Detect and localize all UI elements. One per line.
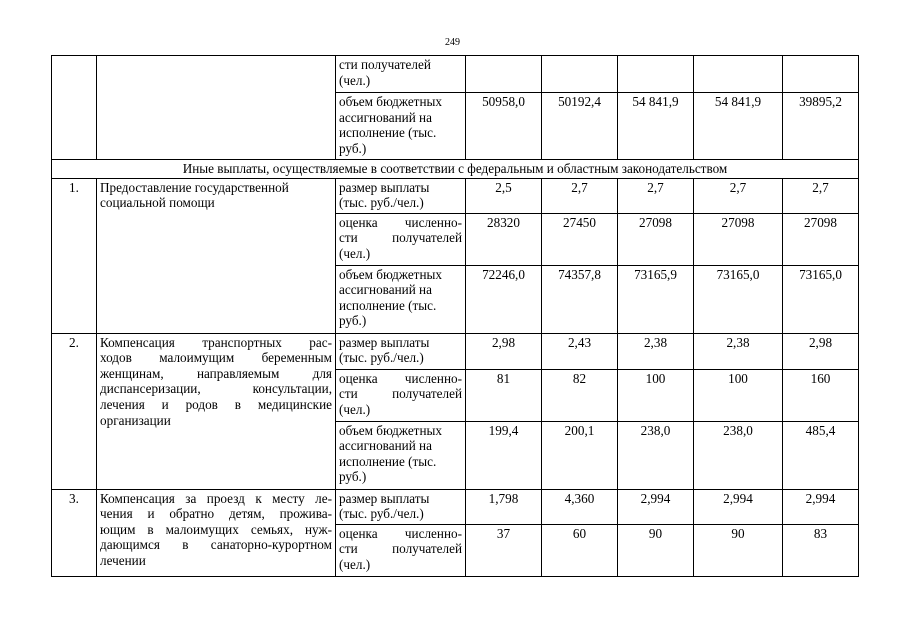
text-line: (тыс. руб./чел.): [339, 195, 424, 211]
indicator-cell: [336, 56, 466, 93]
value-cell: 90: [694, 524, 783, 576]
text-line: Компенсация транспортных рас-: [100, 334, 332, 350]
value-cell: 39895,2: [783, 93, 859, 160]
value-cell: 2,38: [694, 333, 783, 369]
value-cell: 82: [542, 369, 618, 421]
text-line: социальной помощи: [100, 195, 215, 211]
value-cell: 37: [466, 524, 542, 576]
value-cell: 2,43: [542, 333, 618, 369]
text-line: размер выплаты: [339, 490, 430, 506]
value-cell: 4,360: [542, 489, 618, 524]
text-line: (чел.): [339, 245, 371, 261]
item-description: [97, 489, 336, 576]
text-line: оценка численно-: [339, 525, 462, 541]
value-cell: 2,7: [618, 178, 694, 213]
table-row: [52, 489, 859, 524]
table-row: [52, 56, 859, 93]
text-line: размер выплаты: [339, 179, 430, 195]
text-line: объем бюджетных: [339, 94, 442, 109]
value-cell: 90: [618, 524, 694, 576]
item-number: 1.: [52, 178, 97, 333]
value-cell: 27098: [694, 213, 783, 265]
item-description: [97, 178, 336, 333]
text-line: (чел.): [339, 72, 371, 88]
value-cell: 2,7: [783, 178, 859, 213]
indicator-cell: [336, 489, 466, 524]
value-cell: 27098: [783, 213, 859, 265]
text-line: ассигнований на: [339, 438, 432, 454]
value-cell: 73165,0: [694, 265, 783, 333]
value-cell: 60: [542, 524, 618, 576]
text-line: оценка численно-: [339, 214, 462, 230]
value-cell: 1,798: [466, 489, 542, 524]
value-cell: 2,98: [466, 333, 542, 369]
indicator-cell: [336, 524, 466, 576]
text-line: женщинам, направляемым для: [100, 365, 332, 381]
value-cell: 2,7: [694, 178, 783, 213]
value-cell: 2,7: [542, 178, 618, 213]
description-cell: [97, 56, 336, 160]
text-line: исполнение (тыс.: [339, 297, 437, 313]
item-number: 3.: [52, 489, 97, 576]
text-line: диспансеризации, консультации,: [100, 381, 332, 397]
text-line: лечения и родов в медицинские: [100, 396, 332, 412]
value-cell: 199,4: [466, 421, 542, 489]
indicator-cell: [336, 178, 466, 213]
value-cell: 27098: [618, 213, 694, 265]
item-description: [97, 333, 336, 489]
value-cell: 160: [783, 369, 859, 421]
value-cell: [542, 56, 618, 93]
value-cell: 50958,0: [466, 93, 542, 160]
value-cell: 73165,0: [783, 265, 859, 333]
value-cell: 100: [694, 369, 783, 421]
budget-table: [51, 55, 859, 577]
indicator-cell: [336, 421, 466, 489]
value-cell: 100: [618, 369, 694, 421]
indicator-cell: [336, 369, 466, 421]
value-cell: [466, 56, 542, 93]
item-number: 2.: [52, 333, 97, 489]
indicator-cell: [336, 93, 466, 160]
value-cell: 200,1: [542, 421, 618, 489]
text-line: ходов малоимущим беременным: [100, 350, 332, 366]
value-cell: 54 841,9: [618, 93, 694, 160]
value-cell: [618, 56, 694, 93]
value-cell: 50192,4: [542, 93, 618, 160]
value-cell: 2,38: [618, 333, 694, 369]
value-cell: 81: [466, 369, 542, 421]
text-line: объем бюджетных: [339, 266, 442, 282]
text-line: сти получателей: [339, 541, 462, 557]
text-line: лечении: [100, 552, 146, 568]
value-cell: 2,5: [466, 178, 542, 213]
table-row: [52, 178, 859, 213]
text-line: чения и обратно детям, прожива-: [100, 506, 332, 522]
page-number: 249: [445, 37, 460, 48]
value-cell: 2,994: [783, 489, 859, 524]
section-row: [52, 160, 859, 179]
value-cell: 83: [783, 524, 859, 576]
text-line: сти получателей: [339, 386, 462, 402]
text-line: оценка численно-: [339, 370, 462, 386]
value-cell: 2,994: [618, 489, 694, 524]
text-line: (тыс. руб./чел.): [339, 506, 424, 522]
text-line: Предоставление государственной: [100, 179, 289, 195]
value-cell: 485,4: [783, 421, 859, 489]
value-cell: 73165,9: [618, 265, 694, 333]
text-line: ющим в малоимущих семьях, нуж-: [100, 521, 332, 537]
text-line: (чел.): [339, 556, 371, 572]
text-line: руб.): [339, 469, 367, 485]
indicator-cell: [336, 333, 466, 369]
indicator-cell: [336, 213, 466, 265]
value-cell: [783, 56, 859, 93]
text-line: дающимся в санаторно-курортном: [100, 537, 332, 553]
text-line: сти получателей: [339, 230, 462, 246]
value-cell: 238,0: [618, 421, 694, 489]
text-line: сти получателей: [339, 57, 431, 72]
value-cell: 27450: [542, 213, 618, 265]
text-line: (чел.): [339, 401, 371, 417]
text-line: организации: [100, 412, 171, 428]
text-line: (тыс. руб./чел.): [339, 350, 424, 366]
text-line: Компенсация за проезд к месту ле-: [100, 490, 332, 506]
text-line: ассигнований на: [339, 109, 432, 125]
section-title: Иные выплаты, осуществляемые в соответствии с федеральным и областным законодательством: [52, 160, 859, 179]
text-line: руб.): [339, 140, 367, 156]
number-cell: [52, 56, 97, 160]
text-line: исполнение (тыс.: [339, 453, 437, 469]
text-line: ассигнований на: [339, 282, 432, 298]
value-cell: 54 841,9: [694, 93, 783, 160]
table-row: [52, 333, 859, 369]
value-cell: 2,98: [783, 333, 859, 369]
text-line: руб.): [339, 313, 367, 329]
text-line: объем бюджетных: [339, 422, 442, 438]
text-line: исполнение (тыс.: [339, 125, 437, 141]
text-line: размер выплаты: [339, 334, 430, 350]
indicator-cell: [336, 265, 466, 333]
value-cell: [694, 56, 783, 93]
value-cell: 238,0: [694, 421, 783, 489]
value-cell: 72246,0: [466, 265, 542, 333]
value-cell: 28320: [466, 213, 542, 265]
value-cell: 2,994: [694, 489, 783, 524]
value-cell: 74357,8: [542, 265, 618, 333]
